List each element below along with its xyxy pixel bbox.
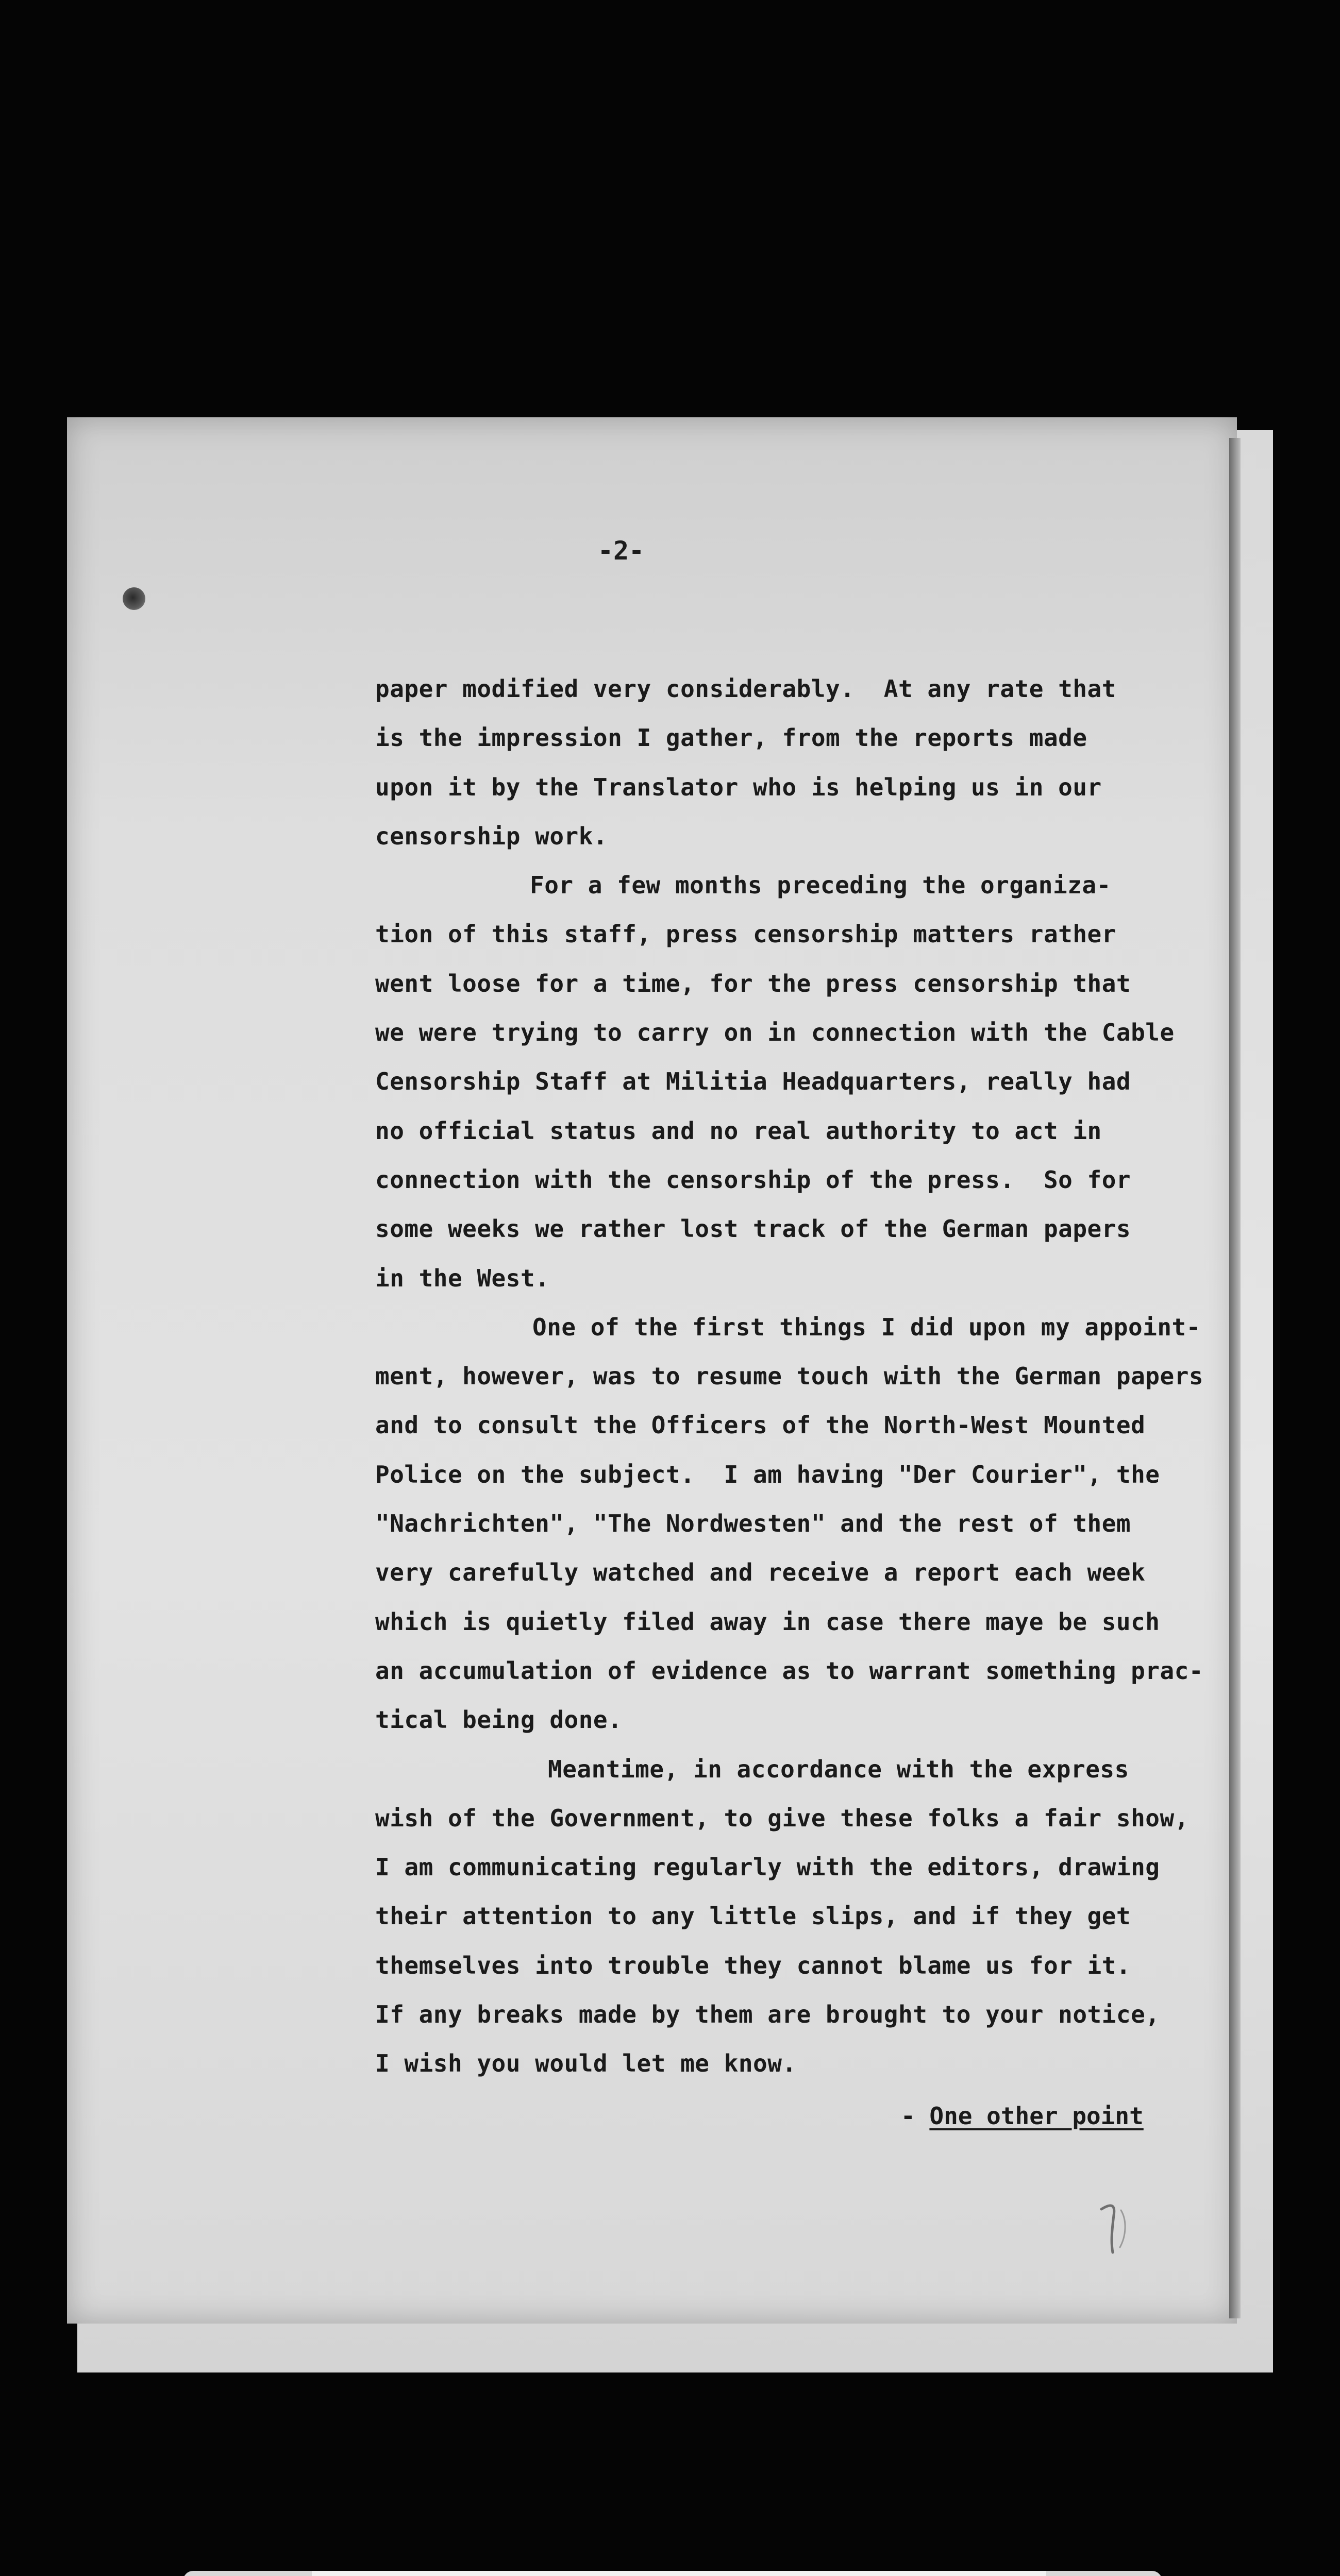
text-line: Police on the subject. I am having "Der Courier", the (375, 1460, 1160, 1488)
text-line: very carefully watched and receive a report each week (375, 1558, 1146, 1587)
text-line: themselves into trouble they cannot blame us for it. (375, 1951, 1131, 1979)
text-line: their attention to any little slips, and if they get (375, 1902, 1131, 1930)
punch-hole (123, 587, 145, 610)
text-line: censorship work. (375, 822, 608, 850)
text-line: "Nachrichten", "The Nordwesten" and the rest of them (375, 1510, 1131, 1538)
paragraph-start-line: For a few months preceding the organiza- (530, 871, 1111, 900)
paragraph-start-line: Meantime, in accordance with the express (548, 1755, 1129, 1783)
text-line: If any breaks made by them are brought to your notice, (375, 2001, 1160, 2029)
text-line: went loose for a time, for the press censorship that (375, 969, 1131, 997)
text-line: tion of this staff, press censorship matters rather (375, 920, 1116, 948)
text-line: upon it by the Translator who is helping us in our (375, 773, 1102, 801)
reference-card (312, 2571, 1046, 2576)
text-line: I wish you would let me know. (375, 2049, 797, 2078)
text-line: wish of the Government, to give these folks a fair show, (375, 1804, 1189, 1832)
page-edge (1229, 438, 1241, 2318)
letter-body (375, 665, 1231, 2089)
text-line: Censorship Staff at Militia Headquarters, really had (375, 1067, 1131, 1096)
text-line: paper modified very considerably. At any rate that (375, 675, 1116, 703)
text-line: I am communicating regularly with the editors, drawing (375, 1853, 1160, 1882)
continuation-note (901, 2102, 1144, 2130)
text-line: ment, however, was to resume touch with the German papers (375, 1362, 1204, 1391)
text-line: which is quietly filed away in case there maye be such (375, 1607, 1160, 1636)
text-line: no official status and no real authority to act in (375, 1116, 1102, 1145)
continuation-text: One other point (929, 2102, 1144, 2130)
text-line: we were trying to carry on in connection with the Cable (375, 1019, 1175, 1047)
continuation-prefix: - (901, 2102, 930, 2130)
text-line: in the West. (375, 1264, 550, 1292)
page-number: -2- (597, 536, 645, 566)
text-line: is the impression I gather, from the reports made (375, 724, 1087, 752)
text-line: some weeks we rather lost track of the German papers (375, 1215, 1131, 1243)
paragraph-start-line: One of the first things I did upon my appoint- (532, 1313, 1201, 1341)
pencil-mark-icon (1095, 2200, 1131, 2257)
text-line: an accumulation of evidence as to warrant something prac- (375, 1656, 1204, 1685)
text-line: tical being done. (375, 1706, 623, 1734)
text-line: and to consult the Officers of the North-West Mounted (375, 1411, 1146, 1439)
text-line: connection with the censorship of the press. So for (375, 1165, 1131, 1194)
archive-reference-card (183, 2571, 1162, 2576)
